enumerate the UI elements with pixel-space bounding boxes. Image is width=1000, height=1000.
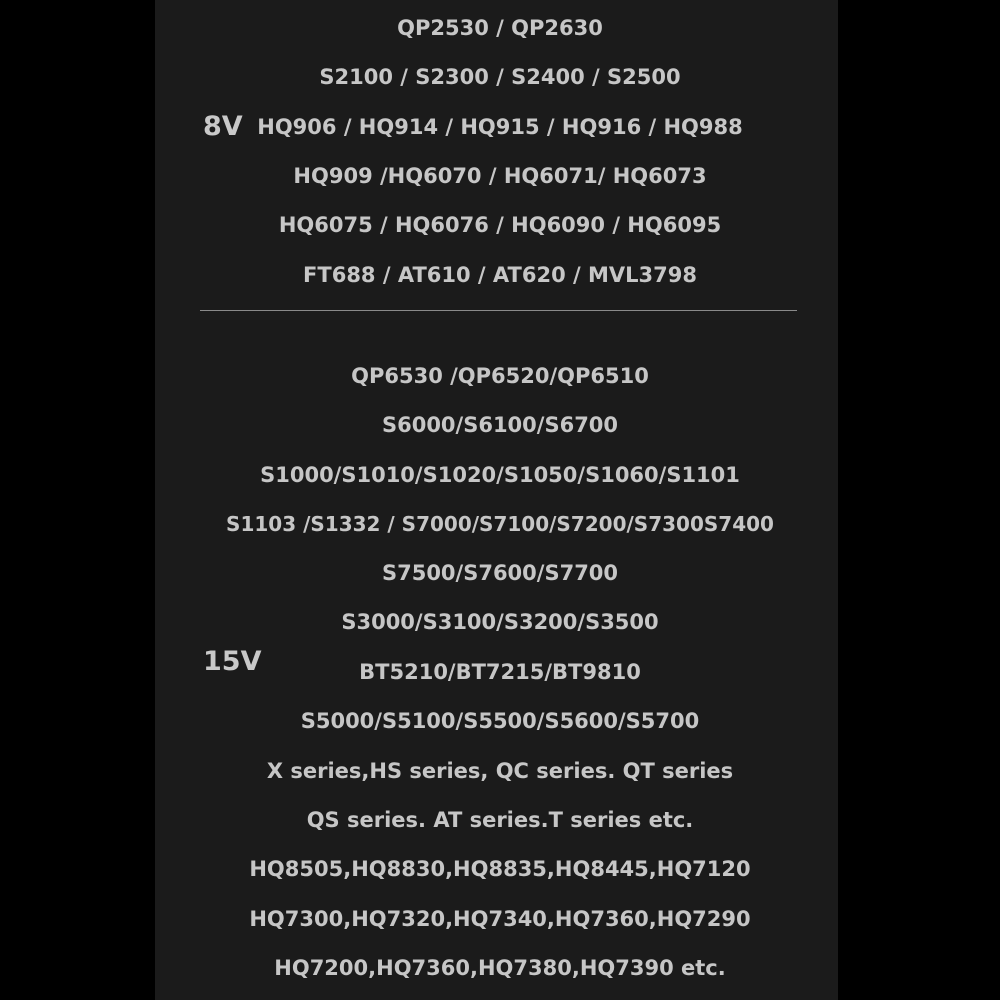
model-line-15v-5: S7500/S7600/S7700 [381,561,619,585]
model-line-8v-5: HQ6075 / HQ6076 / HQ6090 / HQ6095 [278,213,722,237]
section-divider [200,310,797,311]
model-line-15v-1: QP6530 /QP6520/QP6510 [351,364,649,388]
model-line-15v-3: S1000/S1010/S1020/S1050/S1060/S1101 [260,463,740,487]
model-line-8v-6: FT688 / AT610 / AT620 / MVL3798 [303,263,697,287]
model-line-15v-13: HQ7200,HQ7360,HQ7380,HQ7390 etc. [274,956,726,980]
model-line-15v-11: HQ8505,HQ8830,HQ8835,HQ8445,HQ7120 [249,857,751,881]
model-line-15v-12: HQ7300,HQ7320,HQ7340,HQ7360,HQ7290 [249,907,751,931]
model-line-15v-9: X series,HS series, QC series. QT series [266,759,734,783]
model-line-15v-7: BT5210/BT7215/BT9810 [359,660,641,684]
model-line-8v-4: HQ909 /HQ6070 / HQ6071/ HQ6073 [293,164,707,188]
model-line-8v-2: S2100 / S2300 / S2400 / S2500 [319,65,681,89]
model-line-15v-6: S3000/S3100/S3200/S3500 [341,610,659,634]
model-line-15v-10: QS series. AT series.T series etc. [306,808,694,832]
voltage-label-15v: 15V [203,646,262,677]
voltage-label-8v: 8V [203,111,243,142]
model-line-8v-3: HQ906 / HQ914 / HQ915 / HQ916 / HQ988 [257,115,743,139]
model-line-8v-1: QP2530 / QP2630 [397,16,603,40]
model-line-15v-4: S1103 /S1332 / S7000/S7100/S7200/S7300S7400 [226,512,774,536]
model-line-15v-2: S6000/S6100/S6700 [381,413,619,437]
model-line-15v-8: S5000/S5100/S5500/S5600/S5700 [300,709,700,733]
content-panel [155,0,838,1000]
